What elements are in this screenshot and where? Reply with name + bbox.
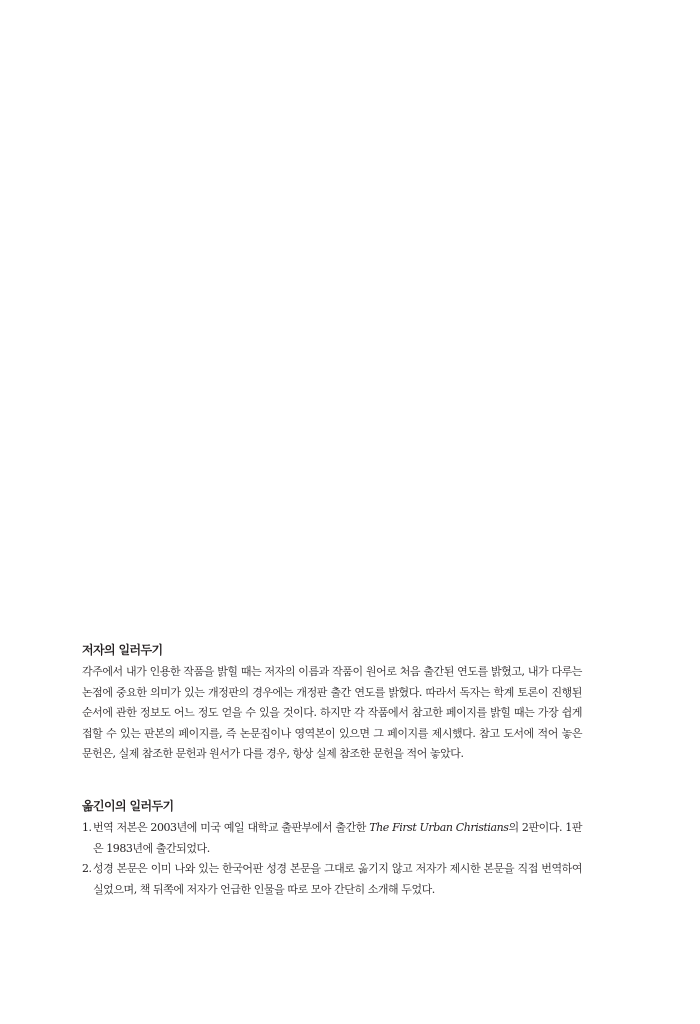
translator-notes-list: [82, 818, 582, 900]
note-number: 2.: [82, 862, 92, 875]
note-text-before: 번역 저본은 2003년에 미국 예일 대학교 출판부에서 출간한: [93, 821, 370, 834]
note-text: [93, 818, 582, 859]
author-notes-section: [82, 640, 582, 765]
author-notes-body: 각주에서 내가 인용한 작품을 밝힐 때는 저자의 이름과 작품이 원어로 처음 출간된 연도를 밝혔고, 내가 다루는 논점에 중요한 의미가 있는 개정판의 경우에는 개정판 출간 연도를 밝혔다. 따라서 독자는 학계 토론이 진행된 순서에 관한 정보도 어느 정도 얻을 수 있을 것이다. 하지만 각 작품에서 참고한 페이지를 밝힐 때는 가장 쉽게 접할 수 있는 판본의 페이지를, 즉 논문집이나 영역본이 있으면 그 페이지를 제시했다. 참고 도서에 적어 놓은 문헌은, 실제 참조한 문헌과 원서가 다를 경우, 항상 실제 참조한 문헌을 적어 놓았다.: [82, 665, 582, 760]
note-text: 성경 본문은 이미 나와 있는 한국어판 성경 본문을 그대로 옮기지 않고 저자가 제시한 본문을 직접 번역하여 실었으며, 책 뒤쪽에 저자가 언급한 인물을 따로 모아 간단히 소개해 두었다.: [93, 862, 582, 896]
translator-notes-heading: 옮긴이의 일러두기: [82, 799, 174, 813]
note-text-after: 의 2판이다. 1판은 1983년에 출간되었다.: [93, 821, 583, 855]
note-number: 1.: [82, 821, 92, 834]
translator-note-1: [82, 818, 582, 859]
book-title: The First Urban Christians: [369, 821, 509, 834]
author-notes-heading: 저자의 일러두기: [82, 643, 163, 657]
translator-note-2: [82, 859, 582, 900]
translator-notes-section: [82, 796, 582, 900]
